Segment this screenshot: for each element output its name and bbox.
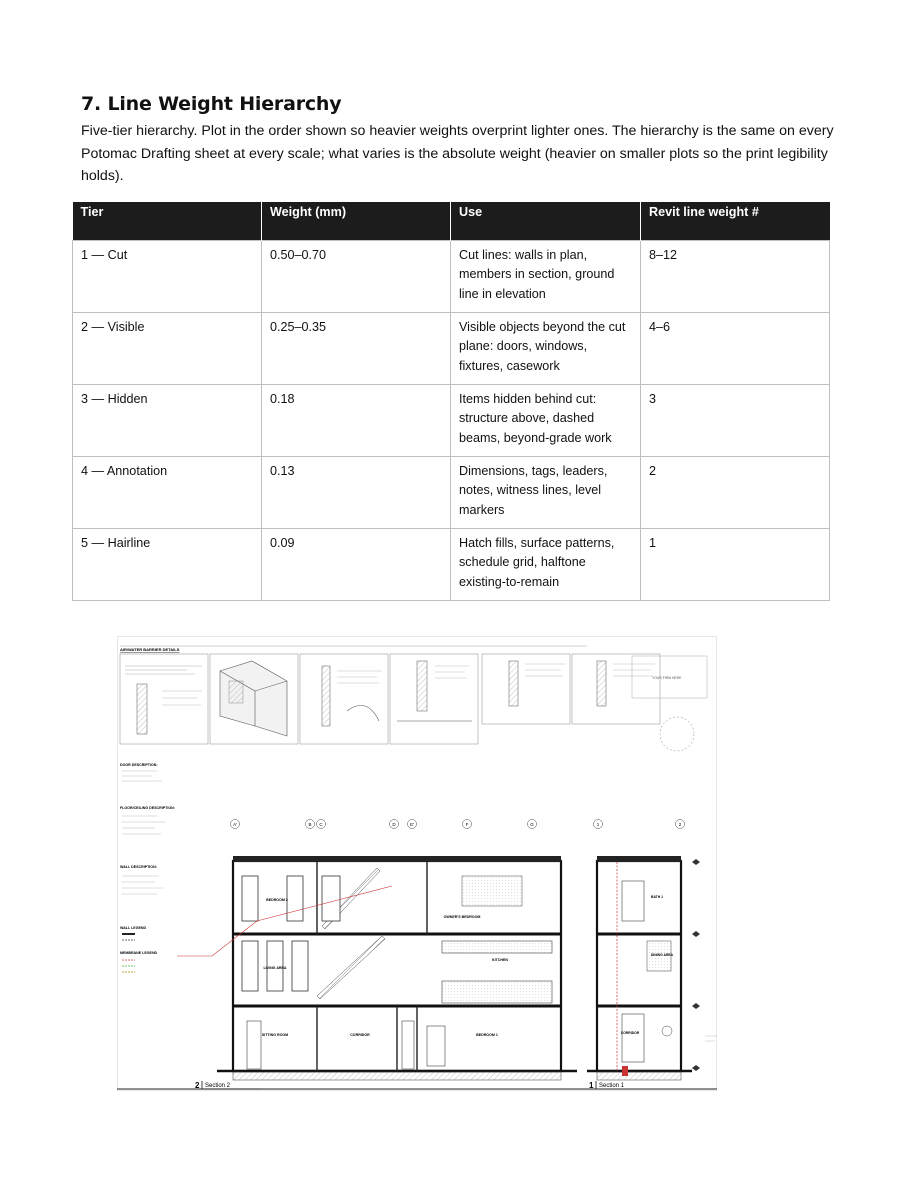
use-cell: Cut lines: walls in plan, members in section, ground line in elevation [451, 241, 641, 313]
header-use: Use [451, 202, 641, 241]
tier-cell: 3 — Hidden [73, 385, 262, 457]
grid-tag: 1 [596, 822, 600, 827]
tier-cell: 4 — Annotation [73, 457, 262, 529]
tier-cell: 2 — Visible [73, 313, 262, 385]
door-description-label: DOOR DESCRIPTION: [120, 763, 158, 767]
weight-cell: 0.50–0.70 [262, 241, 451, 313]
revit-weight-cell: 3 [641, 385, 830, 457]
room-label: LIVING AREA [263, 966, 287, 970]
room-label: SITTING ROOM [261, 1033, 289, 1037]
room-label: DINING AREA [650, 953, 674, 957]
grid-tag: C [319, 822, 323, 827]
details-title: AIR/WATER BARRIER DETAILS [120, 647, 180, 652]
grid-tag: A' [233, 822, 237, 827]
grid-tag: F [465, 822, 469, 827]
grid-tag: 2 [678, 822, 682, 827]
section-heading: 7. Line Weight Hierarchy [81, 93, 342, 115]
section-drawing-sheet [117, 636, 717, 1091]
use-cell: Hatch fills, surface patterns, schedule grid, halftone existing-to-remain [451, 529, 641, 601]
weight-cell: 0.25–0.35 [262, 313, 451, 385]
revit-weight-cell: 1 [641, 529, 830, 601]
section-intro: Five-tier hierarchy. Plot in the order shown so heavier weights overprint lighter ones. The hierarchy is the same on every Potomac Drafting sheet at every scale; what varies is the absolute weight (heavier on smaller plots so the print legibility holds). [81, 123, 834, 185]
header-tier: Tier [73, 202, 262, 241]
table-row [73, 529, 830, 601]
line-weight-table [72, 202, 830, 601]
header-revit-weight: Revit line weight # [641, 202, 830, 241]
wall-description-label: WALL DESCRIPTION: [120, 865, 157, 869]
use-cell: Visible objects beyond the cut plane: doors, windows, fixtures, casework [451, 313, 641, 385]
room-label: BEDROOM 2 [266, 898, 288, 902]
membrane-legend-label: MEMBRANE LEGEND [120, 951, 158, 955]
section-1-label: Section 1 [599, 1083, 625, 1089]
grid-tag: B [308, 822, 312, 827]
weight-cell: 0.13 [262, 457, 451, 529]
room-label: OWNER'S BEDROOM [443, 915, 481, 919]
table-row [73, 457, 830, 529]
table-header-row [73, 202, 830, 241]
room-label: BATH 1 [651, 895, 663, 899]
revit-weight-cell: 4–6 [641, 313, 830, 385]
room-label: KITCHEN [492, 958, 508, 962]
wall-legend-label: WALL LEGEND [120, 926, 147, 930]
tier-cell: 5 — Hairline [73, 529, 262, 601]
section-2-number: 2 [195, 1081, 200, 1090]
table-row [73, 241, 830, 313]
section-2-label: Section 2 [205, 1083, 231, 1089]
use-cell: Dimensions, tags, leaders, notes, witness lines, level markers [451, 457, 641, 529]
revit-weight-cell: 8–12 [641, 241, 830, 313]
section-1-number: 1 [589, 1081, 594, 1090]
room-label: CORRIDOR [350, 1033, 370, 1037]
weight-cell: 0.18 [262, 385, 451, 457]
firm-box-text: YOUR FIRM HERE [652, 676, 682, 680]
table-row [73, 313, 830, 385]
grid-tag: E' [410, 822, 414, 827]
room-label: BEDROOM 1 [476, 1033, 498, 1037]
grid-tag: G [530, 822, 534, 827]
floor-ceiling-label: FLOOR/CEILING DESCRIPTION: [120, 806, 175, 810]
grid-tag: D [392, 822, 396, 827]
revit-weight-cell: 2 [641, 457, 830, 529]
room-label: CORRIDOR [620, 1031, 640, 1035]
weight-cell: 0.09 [262, 529, 451, 601]
tier-cell: 1 — Cut [73, 241, 262, 313]
use-cell: Items hidden behind cut: structure above, dashed beams, beyond-grade work [451, 385, 641, 457]
table-row [73, 385, 830, 457]
header-weight: Weight (mm) [262, 202, 451, 241]
